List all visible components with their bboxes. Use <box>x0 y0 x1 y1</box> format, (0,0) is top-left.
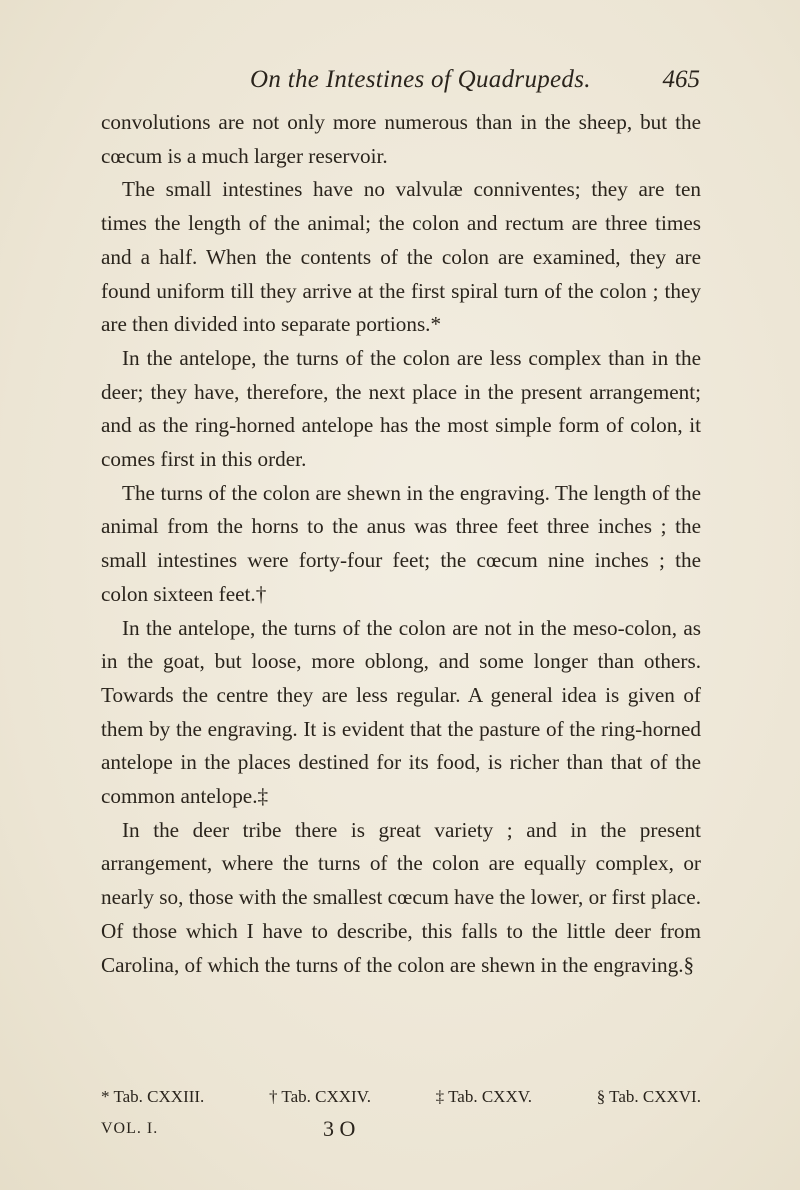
footnote: * Tab. CXXIII. <box>101 1087 205 1106</box>
page-number: 465 <box>662 66 700 93</box>
page-header <box>100 66 700 106</box>
footnote: ‡ Tab. CXXV. <box>435 1087 533 1106</box>
footnote: † Tab. CXXIV. <box>268 1087 372 1106</box>
paragraph: The turns of the colon are shewn in the engraving. The length of the animal from the horns to the anus was three feet three inches ; the small intestines were forty-four feet; the cœcum nine inches ; the colon sixteen feet.† <box>101 480 701 606</box>
paragraph: In the antelope, the turns of the colon are less complex than in the deer; they have, therefore, the next place in the present arrangement; and as the ring-horned antelope has the most simple form of colon, it comes first in this order. <box>101 345 701 472</box>
paragraph: The small intestines have no valvulæ conniventes; they are ten times the length of the animal; the colon and rectum are three times and a half. When the contents of the colon are examined, they are found uniform till they arrive at the first spiral turn of the colon ; they are then divided into separate portions.* <box>101 177 701 337</box>
footnotes <box>101 1087 701 1107</box>
volume-label: VOL. I. <box>101 1120 159 1137</box>
paragraph: convolutions are not only more numerous than in the sheep, but the cœcum is a much larger reservoir. <box>101 110 701 168</box>
footnote: § Tab. CXXVI. <box>596 1087 701 1106</box>
running-title: On the Intestines of Quadrupeds. <box>250 66 591 93</box>
paragraph: In the deer tribe there is great variety ; and in the present arrangement, where the turns of the colon are equally complex, or nearly so, those with the smallest cœcum have the lower, or first place. Of those which I have to describe, this falls to the little deer from Carolina, of which the turns of the colon are shewn in the engraving.§ <box>101 817 701 977</box>
body-text <box>101 106 701 982</box>
paragraph: In the antelope, the turns of the colon are not in the meso-colon, as in the goat, but loose, more oblong, and some longer than others. Towards the centre they are less regular. A general idea is given of them by the engraving. It is evident that the pasture of the ring-horned antelope in the places destined for its food, is richer than that of the common antelope.‡ <box>101 615 701 809</box>
signature-mark: 3 O <box>323 1116 356 1141</box>
